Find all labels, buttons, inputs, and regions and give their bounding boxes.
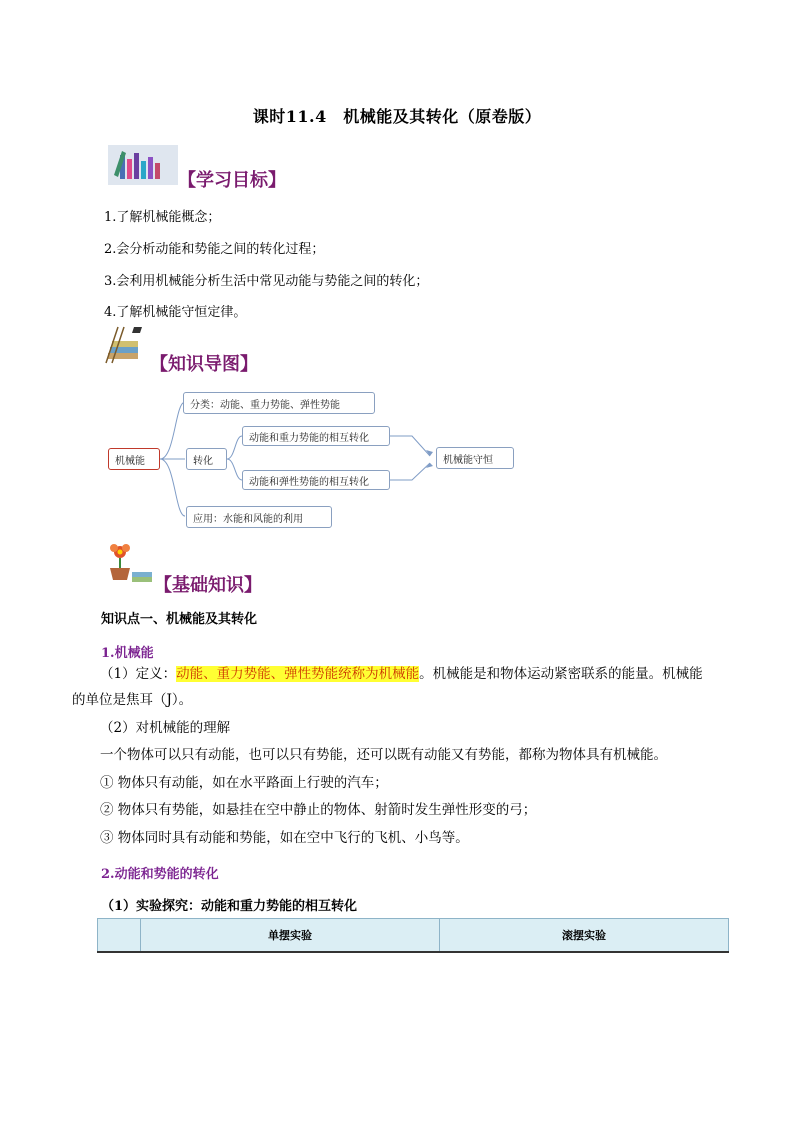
goal-item: 1.了解机械能概念； [104, 210, 221, 225]
books-icon [108, 145, 178, 185]
list-item: ① 物体只有动能，如在水平路面上行驶的汽车； [100, 775, 388, 791]
goal-item: 3.会利用机械能分析生活中常见动能与势能之间的转化； [104, 274, 429, 289]
flower-pot-icon [102, 540, 154, 586]
ladder-books-icon [104, 325, 150, 365]
list-item: ② 物体只有势能，如悬挂在空中静止的物体、射箭时发生弹性形变的弓； [100, 802, 537, 818]
mindmap-convert-1: 动能和重力势能的相互转化 [242, 426, 390, 446]
point1-title: 知识点一、机械能及其转化 [101, 612, 258, 627]
table-header-row [98, 919, 729, 953]
experiment-title: （1）实验探究：动能和重力势能的相互转化 [101, 899, 358, 914]
mindmap-root: 机械能 [108, 448, 160, 470]
goal-item: 2.会分析动能和势能之间的转化过程； [104, 242, 325, 257]
sub2-title: 2.动能和势能的转化 [101, 867, 219, 882]
goals-heading: 【学习目标】 [178, 170, 286, 191]
understand-title: （2）对机械能的理解 [100, 720, 231, 736]
goal-item: 4.了解机械能守恒定律。 [104, 305, 247, 320]
mindmap-convert-2: 动能和弹性势能的相互转化 [242, 470, 390, 490]
sub1-title: 1.机械能 [101, 646, 154, 661]
table-header-cell [98, 919, 141, 953]
page-title: 课时11.4 机械能及其转化（原卷版） [252, 107, 542, 126]
mindmap-apply: 应用：水能和风能的利用 [186, 506, 332, 528]
def-highlight: 动能、重力势能、弹性势能统称为机械能 [176, 666, 420, 682]
def-line2: 的单位是焦耳（J）。 [72, 692, 193, 708]
mindmap-conserve: 机械能守恒 [436, 447, 514, 469]
definition-para [72, 661, 732, 713]
experiment-table [97, 918, 729, 953]
list-item: ③ 物体同时具有动能和势能，如在空中飞行的飞机、小鸟等。 [100, 830, 469, 846]
table-header-cell: 滚摆实验 [440, 919, 729, 953]
mindmap-classify: 分类：动能、重力势能、弹性势能 [183, 392, 375, 414]
def-rest: 。机械能是和物体运动紧密联系的能量。机械能 [419, 666, 703, 682]
basic-heading: 【基础知识】 [154, 575, 262, 596]
mindmap-convert: 转化 [186, 448, 227, 470]
table-header-cell: 单摆实验 [141, 919, 440, 953]
understand-text: 一个物体可以只有动能，也可以只有势能，还可以既有动能又有势能，都称为物体具有机械能。 [100, 747, 667, 763]
map-heading: 【知识导图】 [150, 354, 258, 375]
def-prefix: （1）定义： [100, 666, 177, 682]
